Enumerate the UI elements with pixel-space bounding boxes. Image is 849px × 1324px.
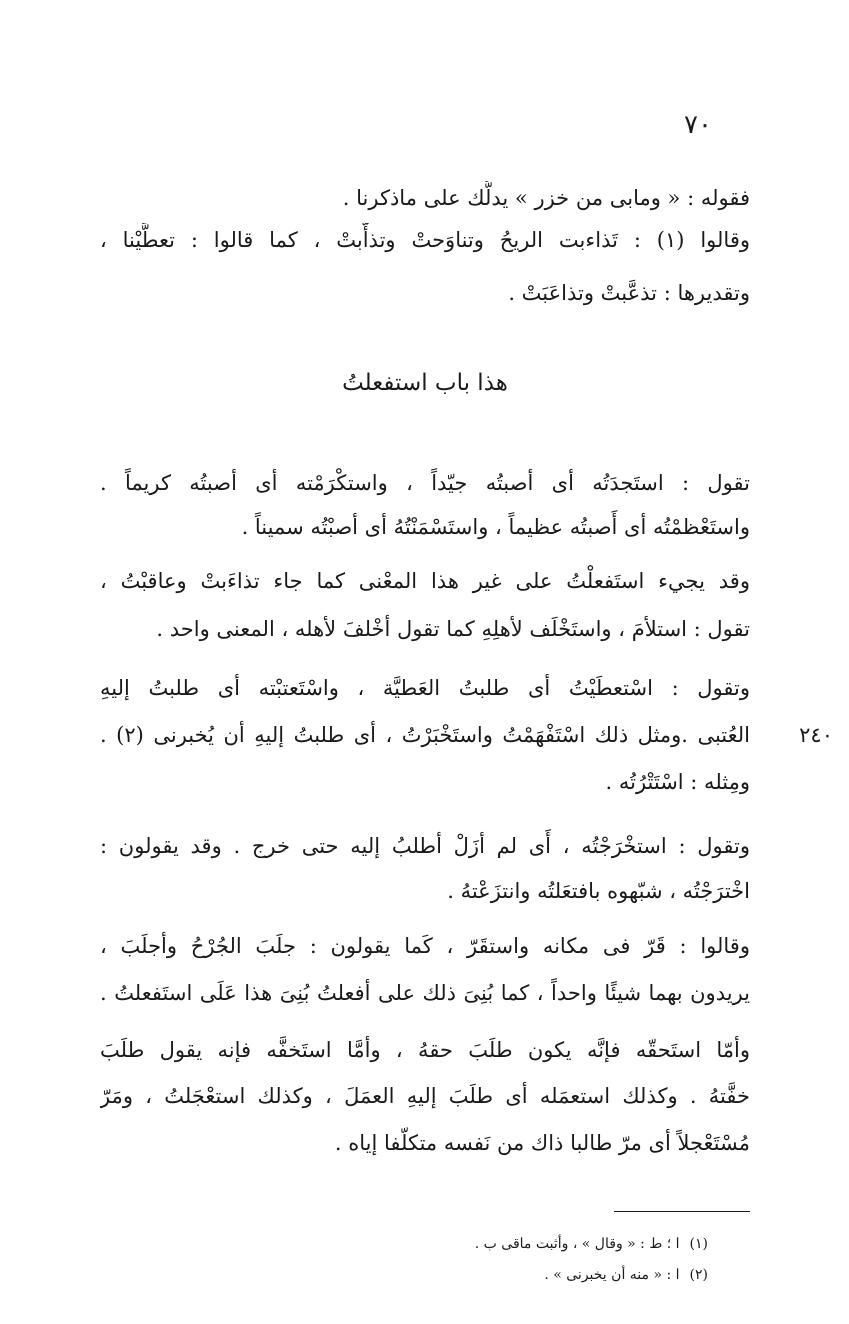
page-number: ٧٠ [684,110,712,140]
text-line: يريدون بهما شيئًا واحداً ، كما بُنِىَ ذلك على أفعلتُ بُنِىَ هذا عَلَى استَفعلتُ . [100,981,750,1005]
text-line: وقالوا (١) : تَذاءبت الريحُ وتناوَحتْ وتذأَّبتْ ، كما قالوا : تعطَّيْنا ، [100,228,750,252]
text-line: وتقول : استخْرَجْتُه ، أَى لم أزَلْ أطلبُ إليه حتى خرج . وقد يقولون : [100,834,750,858]
text-line: فقوله : « ومابى من خزر » يدلُّك على ماذكرنا . [342,186,750,210]
text-line: تقول : استَجدَتُه أى أصبتُه جيّداً ، واستكْرَمْته أى أصبتُه كريماً . [100,471,750,495]
text-line: وقد يجيء استَفعلْتُ على غير هذا المعْنى كما جاء تذاءَبتْ وعاقبْتُ ، [100,569,750,593]
footnote [300,1264,708,1286]
footnote-label: (٢) [689,1267,708,1283]
section-heading: هذا باب استفعلتُ [342,370,508,396]
footnote [300,1233,708,1255]
text-line: واستَعْظمْتُه أى أَصبتُه عظيماً ، واستَسْمَنْتُهُ أى أصبْتُه سميناً . [241,515,750,539]
text-line: وقالوا : قَرّ فى مكانه واستقَرّ ، كَما يقولون : جلَبَ الجُرْحُ وأجلَبَ ، [100,934,750,958]
text-line: اخْترَجْتُه ، شبّهوه بافتعَلتُه وانتزَعْتهُ . [447,879,750,903]
footnote-text: ا ؛ ط : « وقال » ، وأثبت ماقى ب . [474,1236,680,1252]
text-line: مُسْتَعْجلاً أى مرّ طالبا ذاك من نَفسه متكلّفا إياه . [334,1131,750,1155]
text-line: وأمّا استَحقّه فإنَّه يكون طلَبَ حقهُ ، وأمَّا استَخفَّه فإنه يقول طلَبَ [100,1038,750,1062]
text-line: ومِثله : اسْتَتْرُتُه . [605,770,750,794]
footnote-text: ا : « منه أن يخبرنى » . [544,1267,680,1283]
text-line: وتقديرها : تذعَّبتْ وتذاعَبَتْ . [508,281,750,305]
text-line: وتقول : اسْتعطَيْتُ أى طلبتُ العَطيَّة ، واسْتَعتبْته أى طلبتُ إليهِ [100,676,750,700]
text-line: تقول : استلأمَ ، واستَخْلَف لأهلِهِ كما تقول أخْلفَ لأهله ، المعنى واحد . [156,617,750,641]
text-line: العُتبى .ومثل ذلك اسْتَفْهَمْتُ واستَخْبَرْتُ ، أى طلبتُ إليهِ أن يُخبرنى (٢) . [100,723,750,747]
footnote-label: (١) [689,1236,708,1252]
footnote-rule [614,1211,750,1212]
text-line: خفَّتهُ . وكذلك استعمَله أى طلَبَ إليهِ العمَلَ ، وكذلك استعْجَلتُ ، ومَرّ [100,1084,750,1108]
margin-number: ٢٤٠ [799,723,833,747]
